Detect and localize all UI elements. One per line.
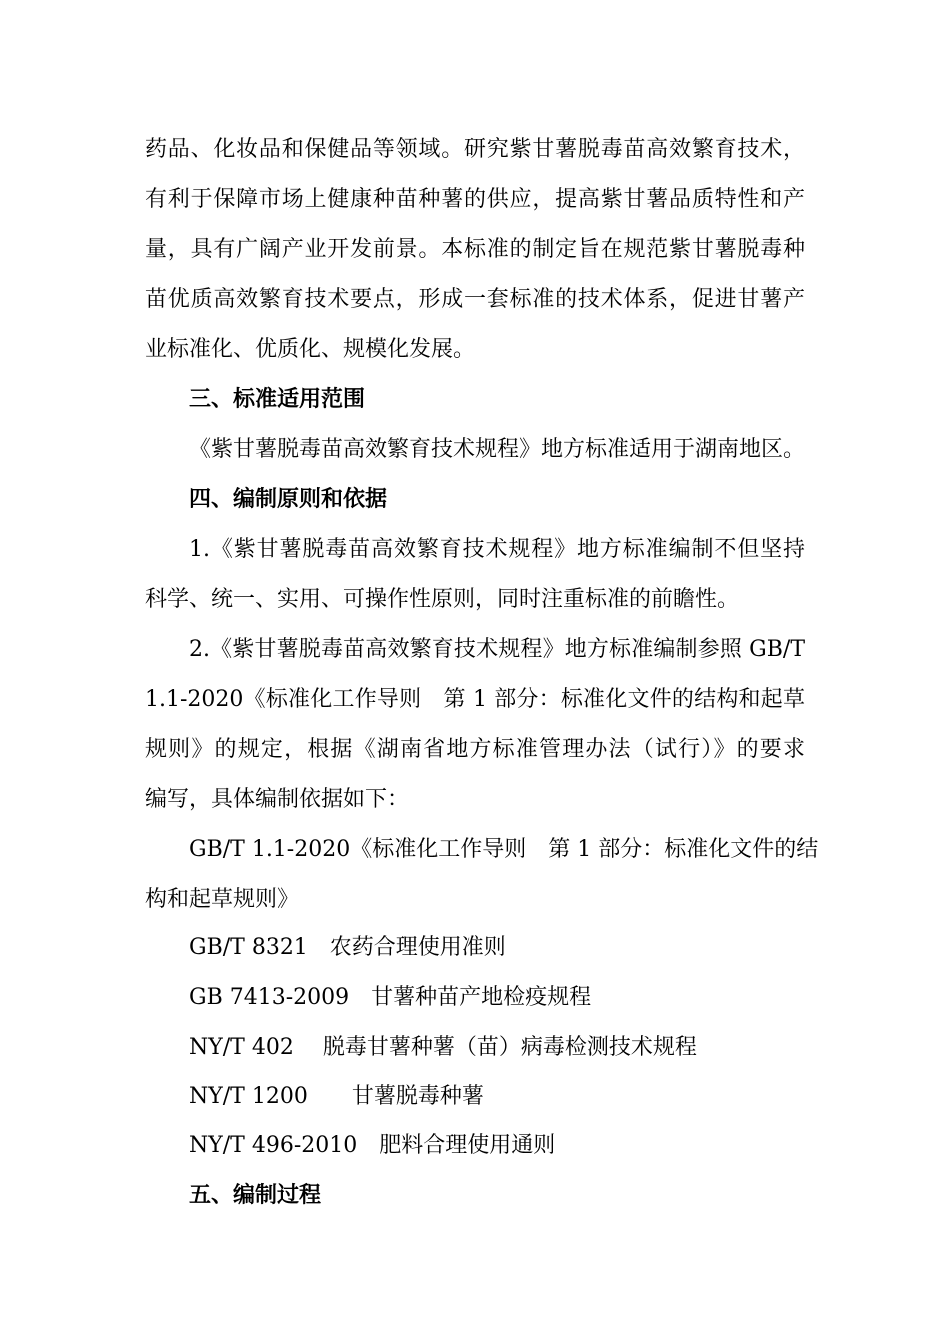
paragraph-line: 有利于保障市场上健康种苗种薯的供应，提高紫甘薯品质特性和产 bbox=[145, 187, 805, 212]
paragraph-line: 编写，具体编制依据如下： bbox=[145, 787, 410, 812]
paragraph-line: 药品、化妆品和保健品等领域。研究紫甘薯脱毒苗高效繁育技术， bbox=[145, 137, 805, 162]
reference-line: NY/T 402 脱毒甘薯种薯（苗）病毒检测技术规程 bbox=[189, 1035, 697, 1060]
reference-line: GB 7413-2009 甘薯种苗产地检疫规程 bbox=[189, 985, 592, 1010]
paragraph-line: 科学、统一、实用、可操作性原则，同时注重标准的前瞻性。 bbox=[145, 587, 740, 612]
paragraph-line: 量，具有广阔产业开发前景。本标准的制定旨在规范紫甘薯脱毒种 bbox=[145, 237, 805, 262]
reference-line: 构和起草规则》 bbox=[145, 887, 300, 912]
paragraph-line: 1.1-2020《标准化工作导则 第 1 部分：标准化文件的结构和起草 bbox=[145, 687, 805, 712]
reference-line: GB/T 1.1-2020《标准化工作导则 第 1 部分：标准化文件的结 bbox=[189, 837, 819, 862]
paragraph-line: 业标准化、优质化、规模化发展。 bbox=[145, 337, 476, 362]
reference-line: GB/T 8321 农药合理使用准则 bbox=[189, 935, 506, 960]
paragraph-line: 1.《紫甘薯脱毒苗高效繁育技术规程》地方标准编制不但坚持 bbox=[189, 537, 805, 562]
paragraph-line: 2.《紫甘薯脱毒苗高效繁育技术规程》地方标准编制参照 GB/T bbox=[189, 637, 805, 662]
reference-line: NY/T 1200 甘薯脱毒种薯 bbox=[189, 1084, 484, 1109]
paragraph-line: 规则》的规定，根据《湖南省地方标准管理办法（试行）》的要求 bbox=[145, 737, 805, 762]
section-heading-3: 三、标准适用范围 bbox=[189, 387, 366, 412]
section-heading-5: 五、编制过程 bbox=[189, 1183, 322, 1208]
section-heading-4: 四、编制原则和依据 bbox=[189, 487, 388, 512]
reference-line: NY/T 496-2010 肥料合理使用通则 bbox=[189, 1133, 556, 1158]
paragraph-line: 《紫甘薯脱毒苗高效繁育技术规程》地方标准适用于湖南地区。 bbox=[189, 437, 806, 462]
paragraph-line: 苗优质高效繁育技术要点，形成一套标准的技术体系，促进甘薯产 bbox=[145, 287, 805, 312]
